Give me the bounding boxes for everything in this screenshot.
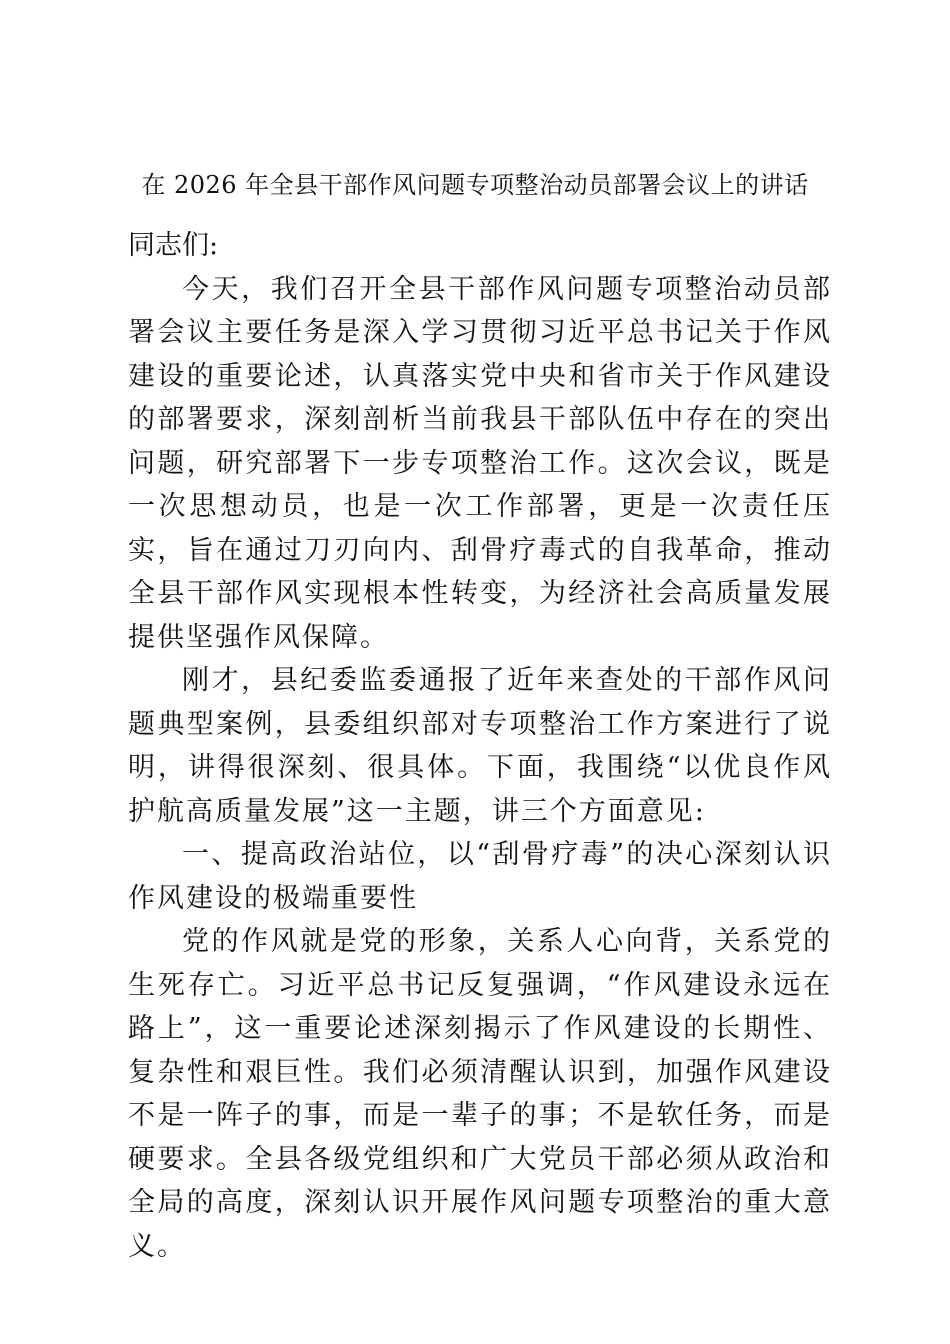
document-title: 在 2026 年全县干部作风问题专项整治动员部署会议上的讲话 — [141, 171, 809, 199]
paragraph-section-1: 党的作风就是党的形象，关系人心向背，关系党的生死存亡。习近平总书记反复强调，“作风建设永远在路上”，这一重要论述深刻揭示了作风建设的长期性、复杂性和艰巨性。我们必须清醒认识到，加强作风建设不是一阵子的事，而是一辈子的事；不是软任务，而是硬要求。全县各级党组织和广大党员干部必须从政治和全局的高度，深刻认识开展作风问题专项整治的重大意义。 — [128, 926, 832, 1262]
salutation: 同志们: — [128, 230, 219, 261]
paragraph-opening: 今天，我们召开全县干部作风问题专项整治动员部署会议主要任务是深入学习贯彻习近平总书记关于作风建设的重要论述，认真落实党中央和省市关于作风建设的部署要求，深刻剖析当前我县干部队伍中存在的突出问题，研究部署下一步专项整治工作。这次会议，既是一次思想动员，也是一次工作部署，更是一次责任压实，旨在通过刀刃向内、刮骨疗毒式的自我革命，推动全县干部作风实现根本性转变，为经济社会高质量发展提供坚强作风保障。 — [128, 273, 832, 653]
document-body — [128, 224, 832, 1268]
section-heading-1: 一、提高政治站位，以“刮骨疗毒”的决心深刻认识作风建设的极端重要性 — [128, 839, 832, 914]
paragraph-overview: 刚才，县纪委监委通报了近年来查处的干部作风问题典型案例，县委组织部对专项整治工作方案进行了说明，讲得很深刻、很具体。下面，我围绕“以优良作风护航高质量发展”这一主题，讲三个方面意见: — [128, 665, 832, 827]
